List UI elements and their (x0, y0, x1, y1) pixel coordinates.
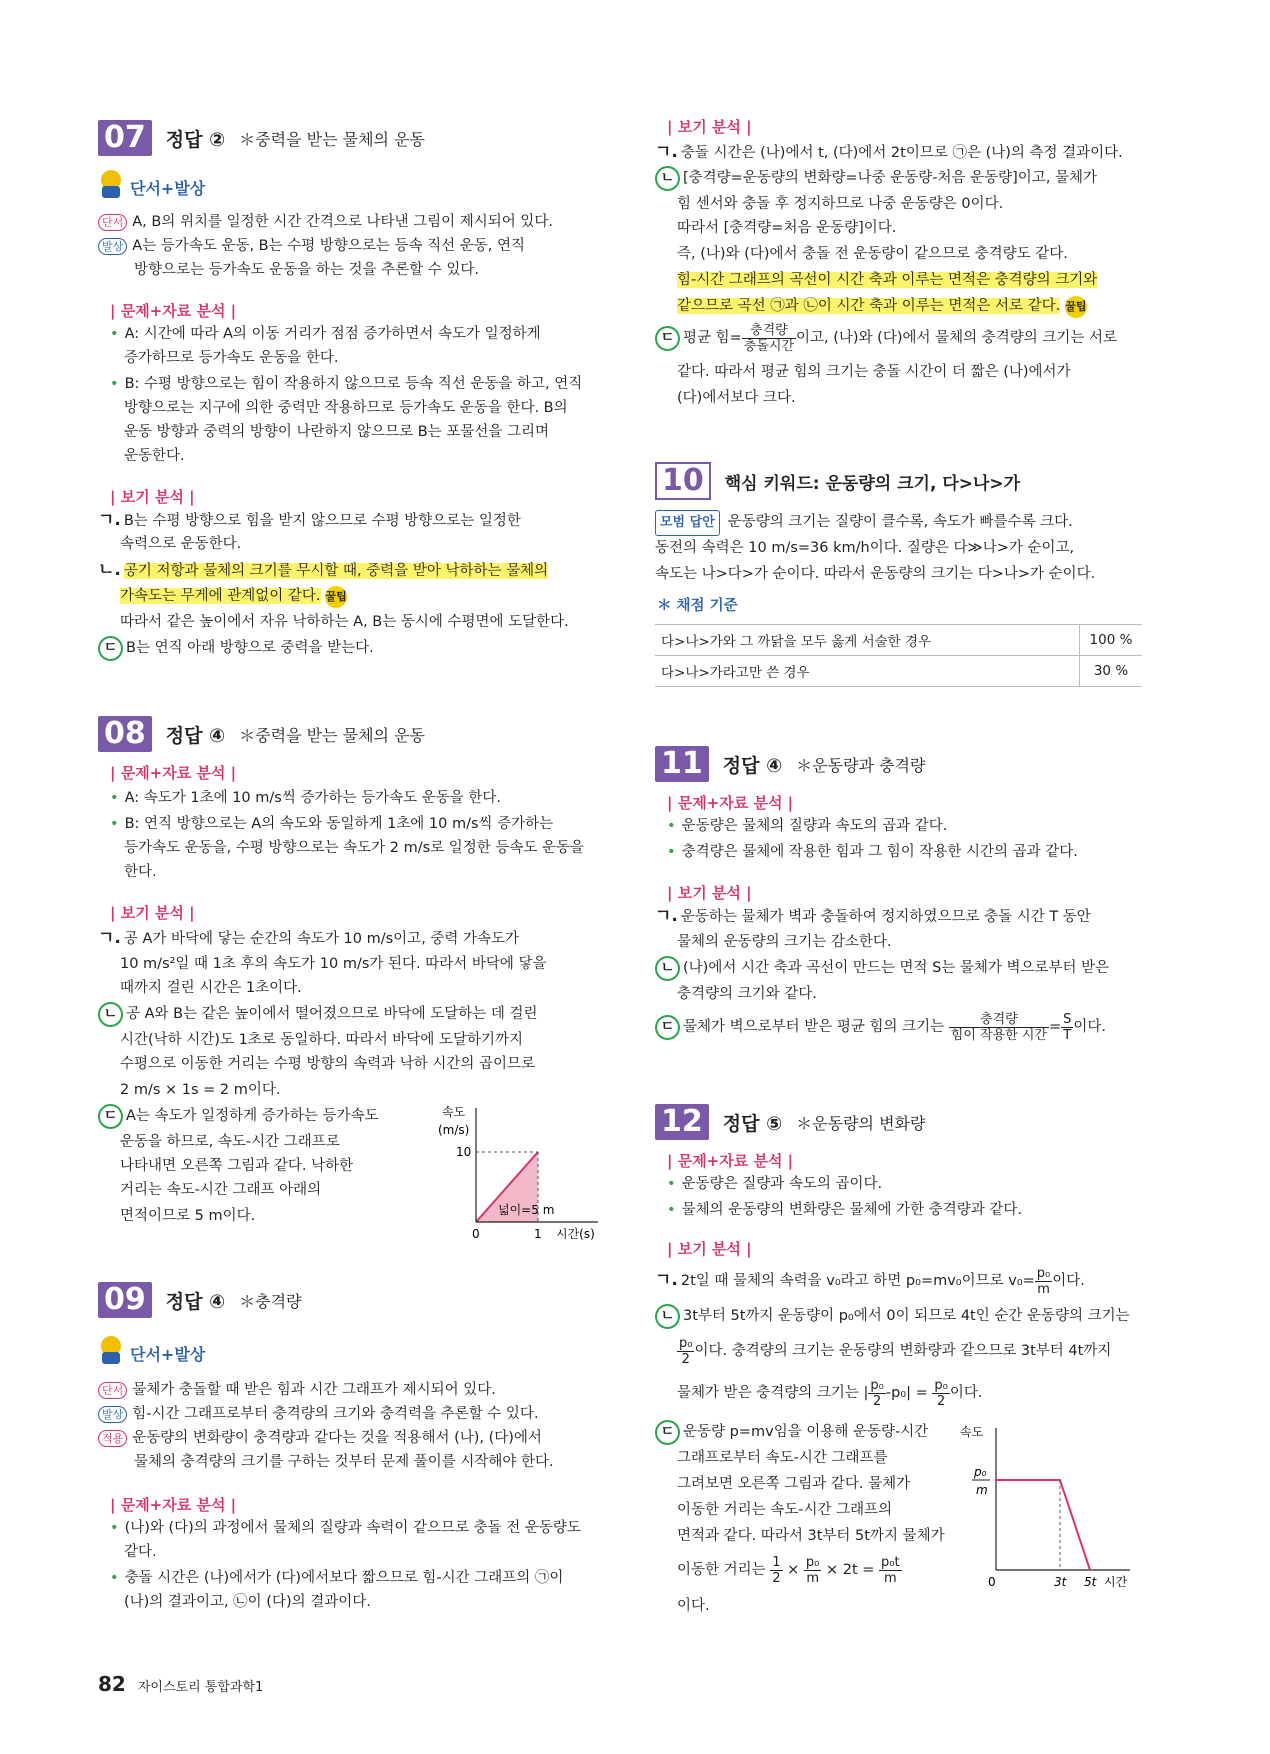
q11-k3-eq: = (1048, 1019, 1062, 1035)
q08-k1-mark: ㄱ. (98, 928, 121, 948)
q07-header (98, 120, 425, 156)
q08-x0: 0 (472, 1227, 480, 1240)
q12-k3f4d: m (883, 1570, 897, 1586)
q08-answer: 정답 ④ (165, 724, 226, 747)
q08-topic: ＊중력을 받는 물체의 운동 (239, 725, 425, 745)
q11-a2: • 충격량은 물체에 작용한 힘과 그 힘이 작용한 시간의 곱과 같다. (667, 844, 1078, 860)
bulb-head-icon (98, 1334, 124, 1368)
q07-a2b: 방향으로는 지구에 의한 중력만 작용하므로 등가속도 운동을 한다. B의 (124, 400, 568, 416)
q09-k1 (655, 140, 1123, 165)
q07-a2-text: B: 수평 방향으로는 힘이 작용하지 않으므로 등속 직선 운동을 하고, 연직 (124, 376, 583, 392)
q09-hint3-text: 운동량의 변화량이 충격량과 같다는 것을 적용해서 (나), (다)에서 (132, 1430, 542, 1446)
q07-hint2 (98, 234, 525, 258)
q12-k3b: 그래프로부터 속도-시간 그래프를 (677, 1450, 888, 1466)
q12-k1-num: p₀ (1036, 1265, 1051, 1281)
q12-k3f-frac3 (879, 1555, 902, 1586)
q09-k1-text: 충돌 시간은 (나)에서 t, (다)에서 2t이므로 ㉠은 (나)의 측정 결과이다. (680, 145, 1123, 161)
q07-number: 07 (98, 120, 152, 156)
q07-hint2-text: A는 등가속도 운동, B는 수평 방향으로는 등속 직선 운동, 연직 (132, 238, 525, 254)
q08-k3 (98, 1104, 378, 1129)
q12-k3-check: ㄷ (655, 1420, 680, 1445)
q09-sec-choices: | 보기 분석 | (667, 118, 752, 136)
q09-tip-badge: 꿀팁 (1065, 296, 1087, 318)
q12-k3f1d: 2 (772, 1570, 781, 1586)
q10-m1-text: 운동량의 크기는 질량이 클수록, 속도가 빠를수록 크다. (727, 514, 1073, 530)
q07-k2b-text: 가속도는 무게에 관계없이 같다. (120, 588, 321, 604)
q12-answer: 정답 ⑤ (722, 1112, 783, 1135)
q07-k2 (98, 558, 548, 583)
q08-k2d: 2 m/s × 1s = 2 m이다. (120, 1082, 281, 1098)
q09-header (98, 1282, 302, 1318)
q09-a2-text: 충돌 시간은 (나)에서가 (다)에서보다 짧으므로 힘-시간 그래프의 ㉠이 (124, 1570, 564, 1586)
q07-a2d: 운동한다. (124, 448, 185, 464)
q09-tag-apply: 적용 (98, 1430, 127, 1447)
q12-k3e: 면적과 같다. 따라서 3t부터 5t까지 물체가 (677, 1528, 945, 1544)
q11-k3-end: 이다. (1073, 1019, 1106, 1035)
q12-k2-num: p₀ (679, 1335, 693, 1351)
q09-k2f (677, 294, 1087, 318)
q12-k2c-text: 물체가 받은 충격량의 크기는 | (677, 1385, 869, 1401)
q11-sec-analysis: | 문제+자료 분석 | (667, 794, 794, 812)
q12-k2 (655, 1304, 1130, 1329)
q08-k2-text: 공 A와 B는 같은 높이에서 떨어졌으므로 바닥에 도달하는 데 걸린 (126, 1006, 538, 1022)
q11-a1-text: 운동량은 물체의 질량과 속도의 곱과 같다. (681, 818, 948, 834)
q09-hint3 (98, 1426, 542, 1450)
q08-k1-text: 공 A가 바닥에 닿는 순간의 속도가 10 m/s이고, 중력 가속도가 (123, 931, 520, 947)
q10-keyword: 핵심 키워드: 운동량의 크기, 다>나>가 (724, 473, 1021, 494)
q08-sec-analysis: | 문제+자료 분석 | (110, 764, 237, 782)
q09-k2e-text: 힘-시간 그래프의 곡선이 시간 축과 이루는 면적은 충격량의 크기와 (677, 272, 1098, 288)
q10-model-badge: 모범 답안 (655, 510, 720, 536)
q09-hint1-text: 물체가 충돌할 때 받은 힘과 시간 그래프가 제시되어 있다. (132, 1382, 496, 1398)
q11-number: 11 (655, 746, 709, 782)
q10-m3: 속도는 나>다>가 순이다. 따라서 운동량의 크기는 다>나>가 순이다. (655, 566, 1096, 582)
q08-area-label: 넓이=5 m (498, 1203, 555, 1217)
q09-answer: 정답 ④ (165, 1290, 226, 1313)
q12-sec-analysis: | 문제+자료 분석 | (667, 1152, 794, 1170)
q11-answer: 정답 ④ (722, 754, 783, 777)
q09-hint3b: 물체의 충격량의 크기를 구하는 것부터 문제 풀이를 시작해야 한다. (134, 1454, 554, 1470)
q12-k3f-frac2 (804, 1555, 821, 1586)
q07-k1-text: B는 수평 방향으로 힘을 받지 않으므로 수평 방향으로는 일정한 (123, 513, 521, 529)
q09-a2: • 충돌 시간은 (나)에서가 (다)에서보다 짧으므로 힘-시간 그래프의 ㉠이 (110, 1570, 564, 1586)
q09-a1: • (나)와 (다)의 과정에서 물체의 질량과 속력이 같으므로 충돌 전 운동량도 (110, 1520, 581, 1536)
q12-k3 (655, 1420, 928, 1445)
q09-k3 (655, 322, 1117, 354)
q08-a2b: 등가속도 운동을, 수평 방향으로는 속도가 2 m/s로 일정한 등속도 운동을 (124, 840, 585, 856)
q12-k2c (677, 1376, 982, 1410)
q11-k3-fraction1 (949, 1012, 1049, 1043)
q08-y10: 10 (456, 1145, 472, 1159)
q07-k2-mark: ㄴ. (98, 560, 121, 580)
q12-k2-text: 3t부터 5t까지 운동량이 p₀에서 0이 되므로 4t인 순간 운동량의 크기는 (683, 1308, 1130, 1324)
q11-k3-den: 힘이 작용한 시간 (950, 1027, 1047, 1043)
q07-tag-idea: 발상 (98, 238, 127, 255)
q12-k3-times: × (787, 1562, 800, 1578)
q07-hint1-text: A, B의 위치를 일정한 시간 간격으로 나타낸 그림이 제시되어 있다. (132, 214, 554, 230)
q08-xlabel: 시간(s) (556, 1227, 595, 1240)
q11-k2 (655, 956, 1109, 981)
q07-k1-mark: ㄱ. (98, 510, 121, 530)
q12-k3f2d: m (806, 1570, 819, 1586)
q12-a2: • 물체의 운동량의 변화량은 물체에 가한 충격량과 같다. (667, 1202, 1022, 1218)
q11-k3-den2: T (1063, 1027, 1072, 1043)
q07-k3-text: B는 연직 아래 방향으로 중력을 받는다. (126, 640, 374, 656)
q08-number: 08 (98, 716, 152, 752)
q08-k3b: 운동을 하므로, 속도-시간 그래프로 (120, 1134, 340, 1150)
q12-k3g: 이다. (677, 1598, 710, 1614)
q07-topic: ＊중력을 받는 물체의 운동 (239, 129, 425, 149)
q11-k1-mark: ㄱ. (655, 906, 678, 926)
q12-k2d-text: -p₀| = (885, 1385, 928, 1401)
grade-criteria: 다>나>가라고만 쓴 경우 (655, 656, 1080, 687)
q09-sec-analysis: | 문제+자료 분석 | (110, 1496, 237, 1514)
q12-k3f3: × 2t = (826, 1562, 875, 1578)
q09-hint-title: 단서+발상 (130, 1345, 206, 1364)
q09-hint2 (98, 1402, 539, 1426)
q12-k1-den: m (1037, 1281, 1050, 1297)
q09-hint2-text: 힘-시간 그래프로부터 충격량의 크기와 충격력을 추론할 수 있다. (132, 1406, 539, 1422)
q07-hint-title: 단서+발상 (130, 179, 206, 198)
q09-k2e (677, 268, 1097, 292)
q10-grade-table (655, 624, 1142, 687)
q09-k3-fraction (742, 323, 796, 354)
q07-a2: • B: 수평 방향으로는 힘이 작용하지 않으므로 등속 직선 운동을 하고, 연직 (110, 376, 583, 392)
q12-k2b (677, 1334, 1111, 1368)
q11-k2-check: ㄴ (655, 956, 680, 981)
q09-k2c: 따라서 [충격량=처음 운동량]이다. (677, 220, 897, 236)
q11-a2-text: 충격량은 물체에 작용한 힘과 그 힘이 작용한 시간의 곱과 같다. (681, 844, 1078, 860)
q12-a2-text: 물체의 운동량의 변화량은 물체에 가한 충격량과 같다. (681, 1202, 1022, 1218)
q07-tag-clue: 단서 (98, 214, 127, 231)
q09-k2-text: [충격량=운동량의 변화량=나중 운동량-처음 운동량]이고, 물체가 (683, 170, 1098, 186)
q07-tip-badge: 꿀팁 (325, 586, 347, 608)
q07-sec-choices: | 보기 분석 | (110, 488, 195, 506)
q09-k3-den: 충돌시간 (743, 338, 795, 354)
q07-k2-text: 공기 저항과 물체의 크기를 무시할 때, 중력을 받아 낙하하는 물체의 (123, 563, 549, 579)
q08-a1-text: A: 속도가 1초에 10 m/s씩 증가하는 등가속도 운동을 한다. (124, 790, 501, 806)
table-row (655, 625, 1142, 656)
q11-k3-check: ㄷ (655, 1015, 680, 1040)
q11-k2-text: (나)에서 시간 축과 곡선이 만드는 면적 S는 물체가 벽으로부터 받은 (683, 960, 1110, 976)
q07-k2c: 따라서 같은 높이에서 자유 낙하하는 A, B는 동시에 수평면에 도달한다. (120, 614, 569, 630)
q12-y-num: p₀ (974, 1465, 987, 1479)
q10-m1 (655, 510, 1073, 536)
q11-k3-num: 충격량 (949, 1012, 1049, 1028)
q08-k3-check: ㄷ (98, 1104, 123, 1129)
q12-k3f-frac1 (770, 1555, 782, 1586)
q07-hint1 (98, 210, 553, 234)
q12-k1-fraction (1035, 1266, 1052, 1297)
q08-k1 (98, 926, 519, 951)
q08-ylabel: 속도 (442, 1105, 466, 1119)
q09-k2f-text: 같으므로 곡선 ㉠과 ㉡이 시간 축과 이루는 면적은 서로 같다. (677, 298, 1061, 314)
q07-k3-check: ㄷ (98, 636, 123, 661)
grade-criteria: 다>나>가와 그 까닭을 모두 옳게 서술한 경우 (655, 625, 1080, 656)
table-row (655, 656, 1142, 687)
q08-k3e: 면적이므로 5 m이다. (120, 1208, 256, 1224)
q12-k3-text: 운동량 p=mv임을 이용해 운동량-시간 (683, 1424, 929, 1440)
q11-a1: • 운동량은 물체의 질량과 속도의 곱과 같다. (667, 818, 948, 834)
q10-header (655, 462, 1020, 500)
q12-x0: 0 (988, 1575, 996, 1589)
q12-ylabel: 속도 (960, 1425, 984, 1439)
q09-tag-idea: 발상 (98, 1406, 127, 1423)
q09-k3-num: 충격량 (742, 323, 796, 339)
q07-a1-text: A: 시간에 따라 A의 이동 거리가 점점 증가하면서 속도가 일정하게 (124, 326, 541, 342)
q09-k3b: 같다. 따라서 평균 힘의 크기는 충돌 시간이 더 짧은 (나)에서가 (677, 364, 1071, 380)
q11-k3-num2: S (1063, 1011, 1072, 1027)
q12-k1 (655, 1264, 1085, 1297)
q12-a1: • 운동량은 질량과 속도의 곱이다. (667, 1176, 883, 1192)
q08-sec-choices: | 보기 분석 | (110, 904, 195, 922)
q12-topic: ＊운동량의 변화량 (796, 1113, 926, 1133)
q09-k3-check: ㄷ (655, 326, 680, 351)
q09-k3-pre: 평균 힘= (683, 330, 742, 346)
q09-k3-text: 이고, (나)와 (다)에서 물체의 충격량의 크기는 서로 (796, 330, 1118, 346)
q09-a1-text: (나)와 (다)의 과정에서 물체의 질량과 속력이 같으므로 충돌 전 운동량도 (124, 1520, 581, 1536)
q08-header (98, 716, 425, 752)
q12-k2c-den2: 2 (936, 1393, 946, 1409)
q07-k1b: 속력으로 운동한다. (120, 536, 242, 552)
q11-topic: ＊운동량과 충격량 (796, 755, 926, 775)
q12-sec-choices: | 보기 분석 | (667, 1240, 752, 1258)
q07-k2b (120, 584, 347, 608)
q12-x5: 5t (1084, 1575, 1097, 1589)
q12-k2c-den: 2 (873, 1393, 882, 1409)
q12-a1-text: 운동량은 질량과 속도의 곱이다. (681, 1176, 883, 1192)
q12-x3: 3t (1054, 1575, 1067, 1589)
q12-k2b-text: 이다. 충격량의 크기는 운동량의 변화량과 같으므로 3t부터 4t까지 (694, 1343, 1112, 1359)
bulb-head-icon (98, 168, 124, 202)
q08-k1b: 10 m/s²일 때 1초 후의 속도가 10 m/s가 된다. 따라서 바닥에 닿을 (120, 956, 547, 972)
q07-answer: 정답 ② (165, 128, 226, 151)
q10-number: 10 (655, 462, 711, 500)
q08-a1: • A: 속도가 1초에 10 m/s씩 증가하는 등가속도 운동을 한다. (110, 790, 501, 806)
q12-y-den: m (976, 1483, 988, 1497)
q08-a2-text: B: 연직 방향으로는 A의 속도와 동일하게 1초에 10 m/s씩 증가하는 (124, 816, 554, 832)
q11-k1 (655, 904, 1091, 929)
q12-k2-den: 2 (681, 1351, 690, 1367)
page-number: 82 (98, 1672, 126, 1696)
grade-score: 100 % (1080, 625, 1143, 656)
q09-topic: ＊충격량 (239, 1291, 302, 1311)
q12-k3d: 이동한 거리는 속도-시간 그래프의 (677, 1502, 893, 1518)
q12-k2-check: ㄴ (655, 1304, 680, 1329)
q11-k1-text: 운동하는 물체가 벽과 충돌하여 정지하였으므로 충돌 시간 T 동안 (680, 909, 1091, 925)
q12-k2c-num: p₀ (870, 1377, 884, 1393)
q11-k3-fraction2 (1061, 1012, 1073, 1043)
q08-k3-text: A는 속도가 일정하게 증가하는 등가속도 (126, 1108, 379, 1124)
q07-hint2b: 방향으로는 등가속도 운동을 하는 것을 추론할 수 있다. (134, 262, 480, 278)
q11-k3-text: 물체가 벽으로부터 받은 평균 힘의 크기는 (683, 1019, 945, 1035)
q12-header (655, 1104, 925, 1140)
q08-x1: 1 (534, 1227, 542, 1240)
q11-header (655, 746, 925, 782)
q08-a2c: 한다. (124, 864, 157, 880)
q08-velocity-time-graph (428, 1100, 608, 1240)
q12-velocity-time-graph (960, 1420, 1140, 1590)
q10-m2: 동전의 속력은 10 m/s=36 km/h이다. 질량은 다≫나>가 순이고, (655, 540, 1075, 556)
q08-a2: • B: 연직 방향으로는 A의 속도와 동일하게 1초에 10 m/s씩 증가하는 (110, 816, 554, 832)
q08-k2 (98, 1002, 538, 1027)
q08-k2c: 수평으로 이동한 거리는 수평 방향의 속력과 낙하 시간의 곱이므로 (120, 1056, 536, 1072)
q12-k3f-text: 이동한 거리는 (677, 1562, 766, 1578)
q12-velocity-line (996, 1480, 1090, 1570)
q08-k3d: 거리는 속도-시간 그래프 아래의 (120, 1182, 322, 1198)
q12-k2-fraction (677, 1336, 694, 1367)
book-title: 자이스토리 통합과학1 (137, 1680, 264, 1695)
q12-k3f2n: p₀ (805, 1554, 820, 1570)
q12-k3f1n: 1 (772, 1554, 781, 1570)
q08-k1c: 때까지 걸린 시간은 1초이다. (120, 980, 302, 996)
q12-k1-mark: ㄱ. (655, 1270, 678, 1290)
q07-k1 (98, 508, 521, 533)
q07-k3 (98, 636, 374, 661)
q12-k2c-fraction (868, 1378, 885, 1409)
q09-hint1 (98, 1378, 496, 1402)
grade-score: 30 % (1080, 656, 1143, 687)
q12-k2c-num2: p₀ (934, 1377, 948, 1393)
page-footer (98, 1672, 263, 1696)
q11-k3 (655, 1010, 1106, 1044)
q07-sec-analysis: | 문제+자료 분석 | (110, 302, 237, 320)
q11-k2b: 충격량의 크기와 같다. (677, 986, 817, 1002)
q07-a1b: 증가하므로 등가속도 운동을 한다. (124, 350, 339, 366)
q12-k1-end: 이다. (1052, 1273, 1085, 1289)
q12-k3f4n: p₀t (881, 1554, 900, 1570)
q08-k2b: 시간(낙하 시간)도 1초로 동일하다. 따라서 바닥에 도달하기까지 (120, 1032, 523, 1048)
q09-k2d: 즉, (나)와 (다)에서 충돌 전 운동량이 같으므로 충격량도 같다. (677, 246, 1068, 262)
q12-k1-text: 2t일 때 물체의 속력을 v₀라고 하면 p₀=mv₀이므로 v₀= (680, 1273, 1035, 1289)
q08-k2-check: ㄴ (98, 1002, 123, 1027)
q11-k1b: 물체의 운동량의 크기는 감소한다. (677, 934, 892, 950)
q12-xlabel: 시간 (1104, 1575, 1128, 1589)
q09-number: 09 (98, 1282, 152, 1318)
q09-k2-check: ㄴ (655, 166, 680, 191)
q09-k3c: (다)에서보다 크다. (677, 390, 796, 406)
q09-a2b: (나)의 결과이고, ㉡이 (다)의 결과이다. (124, 1594, 371, 1610)
q07-a2c: 운동 방향과 중력의 방향이 나란하지 않으므로 B는 포물선을 그리며 (124, 424, 550, 440)
q12-k3f (677, 1552, 902, 1588)
q12-k3c: 그려보면 오른쪽 그림과 같다. 물체가 (677, 1476, 911, 1492)
q12-k2e-text: 이다. (949, 1385, 983, 1401)
q09-k2b: 힘 센서와 충돌 후 정지하므로 나중 운동량은 0이다. (677, 196, 1004, 212)
q07-a1: • A: 시간에 따라 A의 이동 거리가 점점 증가하면서 속도가 일정하게 (110, 326, 541, 342)
q09-a1b: 같다. (124, 1544, 157, 1560)
q12-number: 12 (655, 1104, 709, 1140)
q10-grade-title: ＊ 채점 기준 (657, 598, 738, 614)
q08-yunit: (m/s) (438, 1123, 470, 1137)
q08-k3c: 나타내면 오른쪽 그림과 같다. 낙하한 (120, 1158, 354, 1174)
q09-k1-mark: ㄱ. (655, 142, 678, 162)
q09-k2 (655, 166, 1097, 191)
q12-k2c-fraction2 (932, 1378, 949, 1409)
q11-sec-choices: | 보기 분석 | (667, 884, 752, 902)
q09-tag-clue: 단서 (98, 1382, 127, 1399)
